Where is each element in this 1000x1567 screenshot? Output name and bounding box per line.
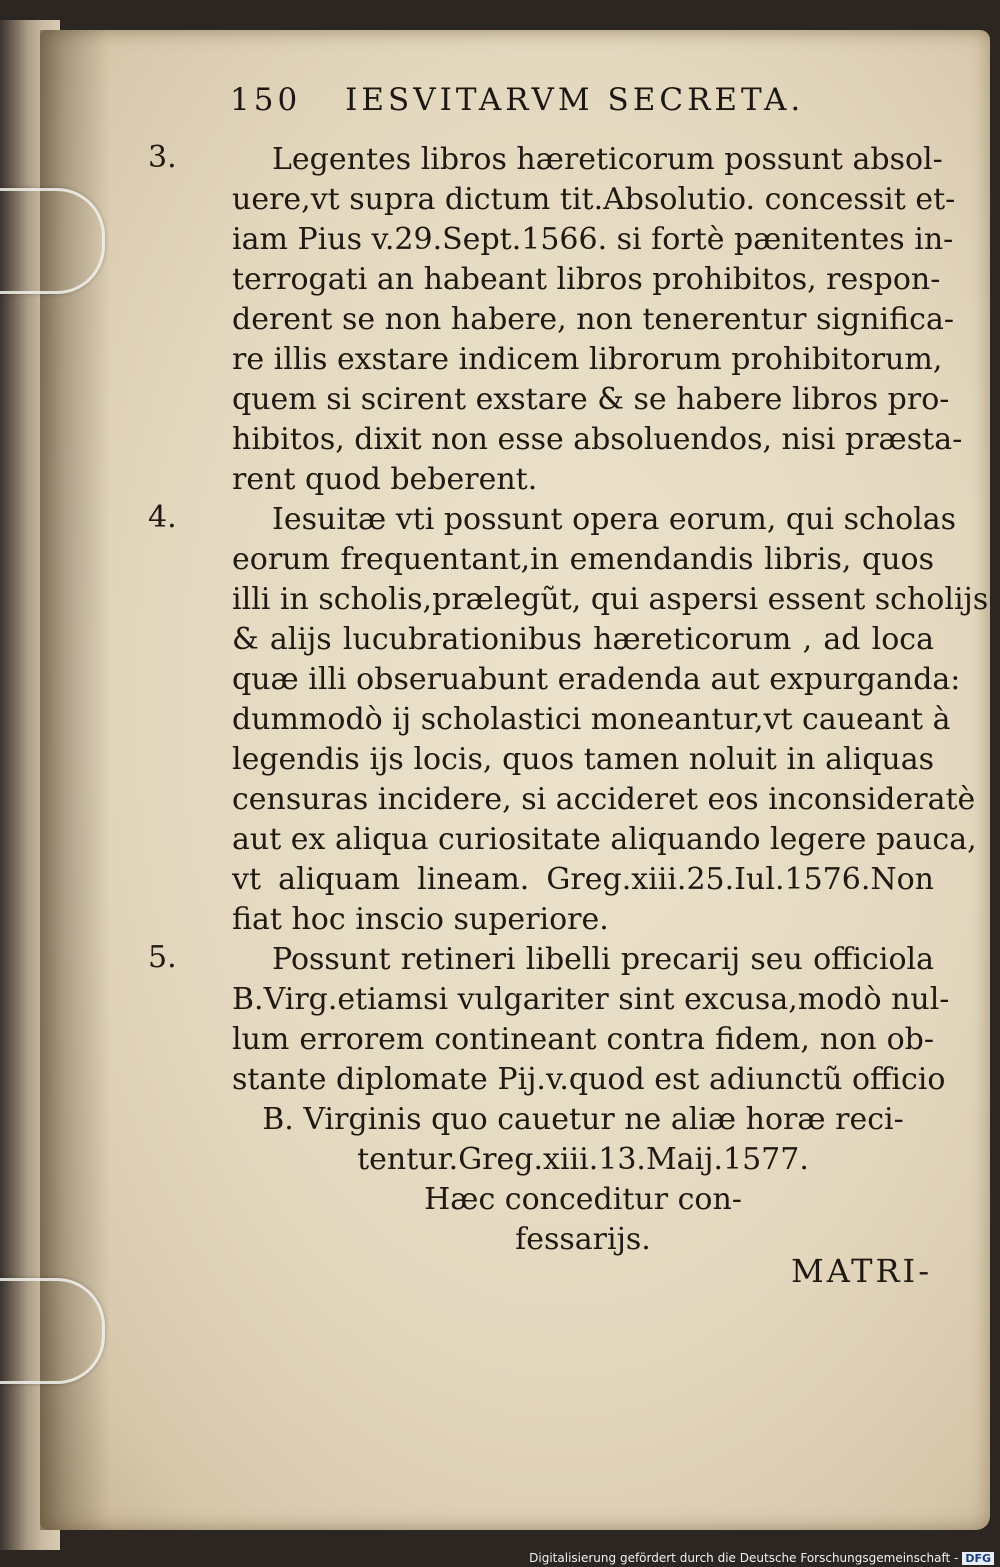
- text-line: uere,vt supra dictum tit.Absolutio. concessit et-: [232, 182, 956, 217]
- digitization-footer: [529, 1551, 994, 1565]
- section-number-4: 4.: [148, 500, 177, 535]
- text-line: Iesuitæ vti possunt opera eorum, qui scholas: [272, 502, 957, 537]
- text-line: Legentes libros hæreticorum possunt absol-: [272, 142, 943, 177]
- text-line: quæ illi obseruabunt eradenda aut expurganda:: [232, 662, 961, 697]
- catchword: MATRI-: [790, 1252, 932, 1290]
- text-line: quem si scirent exstare & se habere libros pro-: [232, 382, 950, 417]
- paragraph-3: [232, 140, 963, 500]
- text-line: fessarijs.: [515, 1222, 651, 1257]
- body-text: [232, 140, 989, 1100]
- text-line: B.Virg.etiamsi vulgariter sint excusa,modò nul-: [232, 982, 950, 1017]
- text-line: censuras incidere, si accideret eos inconsideratè: [232, 782, 976, 817]
- text-line: hibitos, dixit non esse absoluendos, nisi præsta-: [232, 422, 963, 457]
- running-title: IESVITARVM SECRETA.: [345, 82, 805, 118]
- paragraph-5: [232, 940, 950, 1100]
- text-line: fiat hoc inscio superiore.: [232, 902, 609, 937]
- text-line: Hæc conceditur con-: [424, 1182, 742, 1217]
- closing-lines: [232, 1100, 934, 1260]
- text-line: re illis exstare indicem librorum prohibitorum,: [232, 342, 943, 377]
- page-clip-top: [0, 188, 105, 294]
- text-line: derent se non habere, non tenerentur significa-: [232, 302, 954, 337]
- text-line: iam Pius v.29.Sept.1566. si fortè pænitentes in-: [232, 222, 954, 257]
- text-line: aut ex aliqua curiositate aliquando legere pauca,: [232, 822, 977, 857]
- text-line: stante diplomate Pij.v.quod est adiunctũ officio: [232, 1062, 946, 1097]
- paragraph-4: [232, 500, 989, 940]
- dfg-logo: DFG: [962, 1552, 994, 1565]
- section-number-3: 3.: [148, 140, 177, 175]
- page-number: 150: [230, 82, 302, 118]
- text-line: illi in scholis,prælegũt, qui aspersi essent scholijs: [232, 582, 989, 617]
- text-line: eorum frequentant,in emendandis libris, quos: [232, 542, 934, 577]
- footer-text: Digitalisierung gefördert durch die Deutsche Forschungsgemeinschaft -: [529, 1551, 959, 1565]
- page-clip-bottom: [0, 1278, 105, 1384]
- text-line: dummodò ij scholastici moneantur,vt caueant à: [232, 702, 951, 737]
- text-line: rent quod beberent.: [232, 462, 538, 497]
- text-line: tentur.Greg.xiii.13.Maij.1577.: [357, 1142, 809, 1177]
- text-line: Possunt retineri libelli precarij seu officiola: [272, 942, 934, 977]
- text-line: lum errorem contineant contra fidem, non ob-: [232, 1022, 934, 1057]
- text-line: B. Virginis quo cauetur ne aliæ horæ reci-: [262, 1102, 904, 1137]
- text-line: & alijs lucubrationibus hæreticorum , ad loca: [232, 622, 934, 657]
- text-line: vt aliquam lineam. Greg.xiii.25.Iul.1576.Non: [232, 862, 934, 897]
- running-head: [230, 82, 804, 118]
- section-number-5: 5.: [148, 940, 177, 975]
- text-line: terrogati an habeant libros prohibitos, respon-: [232, 262, 941, 297]
- text-line: legendis ijs locis, quos tamen noluit in aliquas: [232, 742, 934, 777]
